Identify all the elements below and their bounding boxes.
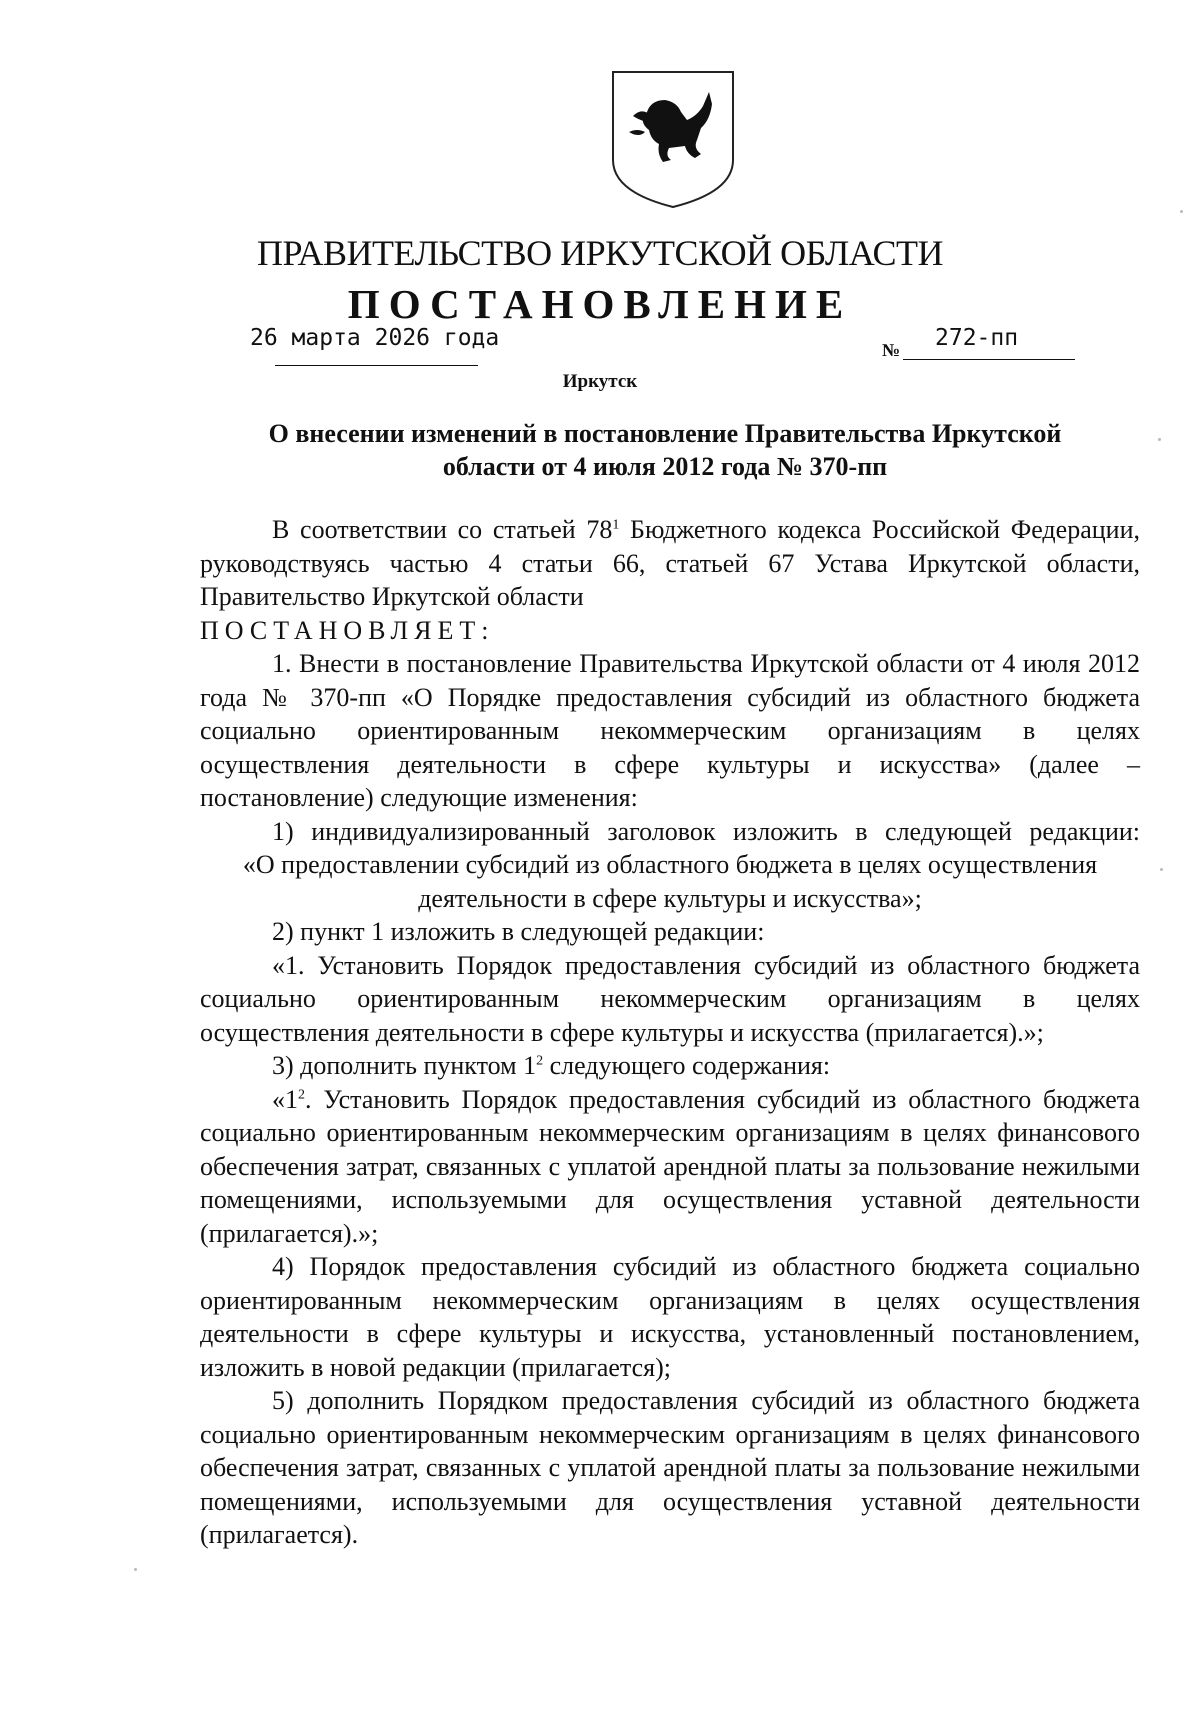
scan-speck <box>1158 438 1161 441</box>
subject-line-1: О внесении изменений в постановление Правительства Иркутской <box>268 419 1062 448</box>
subitem-3-paragraph <box>200 1049 1140 1083</box>
preamble-text-end: Бюджетного кодекса Российской Федерации, руководствуясь частью 4 статьи 66, статьей 67 Устава Иркутской области, Правительство Иркутской области <box>200 515 1140 611</box>
subitem-3-quote-superscript: 2 <box>298 1086 305 1102</box>
document-type-title: ПОСТАНОВЛЕНИЕ <box>347 281 853 327</box>
subitem-3-text-end: следующего содержания: <box>543 1051 831 1080</box>
scan-speck <box>134 1568 137 1571</box>
subitem-1-quote: «О предоставлении субсидий из областного бюджета в целях осуществления деятельности в сфере культуры и искусства»; <box>242 850 1098 913</box>
subitem-1-paragraph: 1) индивидуализированный заголовок изложить в следующей редакции: <box>272 816 1140 846</box>
subitem-3-quote <box>200 1083 1140 1251</box>
subitem-5-paragraph: 5) дополнить Порядком предоставления субсидий из областного бюджета социально ориентированным некоммерческим организациям в целях финансового обеспечения затрат, связанных с уплатой арендной платы за пользование нежилыми помещениями, используемыми для осуществления уставной деятельности (прилагается). <box>200 1386 1140 1549</box>
number-underline <box>903 359 1075 360</box>
item-1-paragraph: 1. Внести в постановление Правительства Иркутской области от 4 июля 2012 года № 370-пп «О Порядке предоставления субсидий из областного бюджета социально ориентированным некоммерческим организациям в целях осуществления деятельности в сфере культуры и искусства» (далее – постановление) следующие изменения: <box>200 649 1140 812</box>
date-underline <box>275 365 478 366</box>
subitem-3-quote-end: . Установить Порядок предоставления субсидий из областного бюджета социально ориентированным некоммерческим организациям в целях финансового обеспечения затрат, связанных с уплатой арендной платы за пользование нежилыми помещениями, используемыми для осуществления уставной деятельности (прилагается).»; <box>200 1084 1140 1248</box>
subitem-2-quote: «1. Установить Порядок предоставления субсидий из областного бюджета социально ориентированным некоммерческим организациям в целях осуществления деятельности в сфере культуры и искусства (прилагается).»; <box>200 950 1140 1047</box>
city-name: Иркутск <box>562 371 638 392</box>
scan-speck <box>1180 210 1183 213</box>
resolve-heading: ПОСТАНОВЛЯЕТ: <box>200 615 495 645</box>
document-body <box>200 513 1140 1552</box>
preamble-superscript: 1 <box>612 517 620 533</box>
preamble-text-start: В соответствии со статьей 78 <box>272 515 613 544</box>
document-subject <box>220 417 1110 483</box>
government-title: ПРАВИТЕЛЬСТВО ИРКУТСКОЙ ОБЛАСТИ <box>257 233 943 273</box>
number-sign: № <box>882 340 901 360</box>
subitem-3-quote-start: «1 <box>272 1084 298 1114</box>
preamble-paragraph <box>200 513 1140 614</box>
scan-speck <box>1160 868 1163 871</box>
subject-line-2: области от 4 июля 2012 года № 370-пп <box>442 452 888 481</box>
subitem-2-paragraph: 2) пункт 1 изложить в следующей редакции: <box>272 917 765 946</box>
subitem-3-text-start: 3) дополнить пунктом 1 <box>272 1051 537 1080</box>
document-number: 272-пп <box>935 325 1019 351</box>
subitem-3-superscript: 2 <box>536 1053 544 1069</box>
coat-of-arms-icon <box>611 68 735 210</box>
subitem-4-paragraph: 4) Порядок предоставления субсидий из областного бюджета социально ориентированным некоммерческим организациям в целях осуществления деятельности в сфере культуры и искусства, установленный постановлением, изложить в новой редакции (прилагается); <box>200 1252 1140 1382</box>
document-date: 26 марта 2026 года <box>250 325 500 351</box>
